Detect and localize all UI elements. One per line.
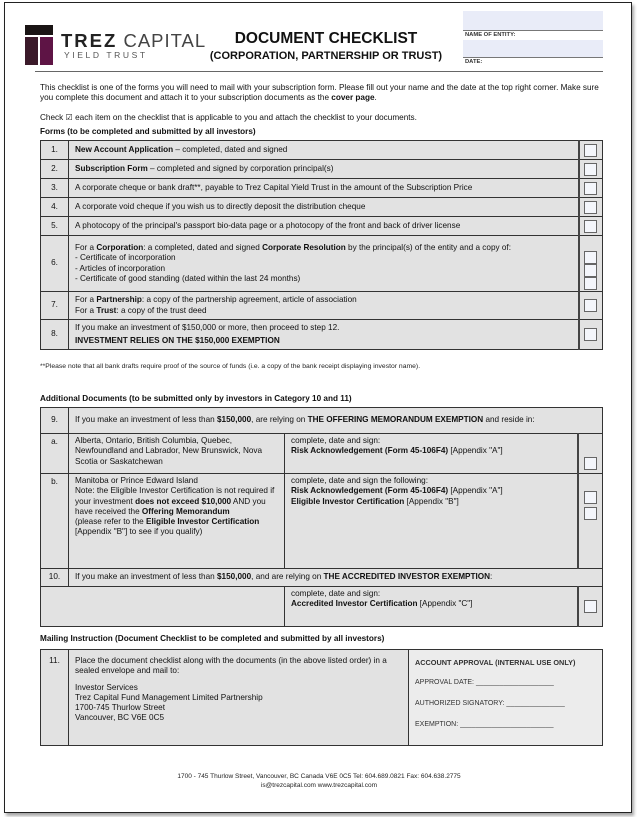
authorized-signatory-field[interactable]: AUTHORIZED SIGNATORY: _______________ [415,699,565,707]
footer-address: 1700 - 745 Thurlow Street, Vancouver, BC Canada V6E 0C5 Tel: 604.689.0821 Fax: 604.638.2775 [177,773,461,780]
checkbox-articles-incorporation[interactable] [584,264,597,277]
table-row: 3. A corporate cheque or bank draft**, payable to Trez Capital Yield Trust in the amount of the Subscription Price [41,179,603,198]
table-row: 5. A photocopy of the principal's passport bio-data page or a photocopy of the front and back of driver license [41,217,603,236]
checkbox-item-9b-eligible[interactable] [584,507,597,520]
brand-name: TREZ CAPITAL [61,30,207,51]
table-row: 1. New Account Application – completed, dated and signed [41,141,603,160]
bank-draft-note: **Please note that all bank drafts require proof of the source of funds (i.e. a copy of the bank receipt displaying investor name). [40,363,421,370]
table-row: 11. Place the document checklist along with the documents (in the above listed order) in a sealed envelope and mail to: Investor Services Trez Capital Fund Management Limited Partnership 1700-745 Thurlow Street Vancouver, BC V6E 0C5 ACCOUNT APPROVAL (INTERNAL USE ONLY) APPROVAL DATE: ____________________ AUTHORIZED SIGNATORY: _______________ EXEMPTION: ________________________ [41,650,603,746]
header-divider [35,71,603,72]
checkbox-item-4[interactable] [584,201,597,214]
forms-heading: Forms (to be completed and submitted by all investors) [40,127,256,136]
page-title: DOCUMENT CHECKLIST [234,30,418,47]
checkbox-item-3[interactable] [584,182,597,195]
checkbox-item-5[interactable] [584,220,597,233]
table-row: 8. If you make an investment of $150,000 or more, then proceed to step 12. INVESTMENT RELIES ON THE $150,000 EXEMPTION [41,320,603,350]
name-of-entity-field[interactable] [463,11,603,31]
checkbox-item-10[interactable] [584,600,597,613]
date-field[interactable] [463,40,603,58]
table-row: 7. For a Partnership: a copy of the partnership agreement, article of association For a Trust: a copy of the trust deed [41,292,603,320]
approval-date-field[interactable]: APPROVAL DATE: ____________________ [415,679,554,687]
additional-documents-table [40,407,603,627]
table-row: b. Manitoba or Prince Edward Island Note: the Eligible Investor Certification is not required if your investment does not exceed $10,000 AND you have received the Offering Memorandum (please refer to the Eligible Investor Certification [Appendix "B"] to see if you qualify) complete, date and sign the following: Risk Acknowledgement (Form 45-106F4) [Appendix "A"] Eligible Investor Certification [Appendix "B"] [41,474,603,569]
table-row: 4. A corporate void cheque if you wish us to directly deposit the distribution cheque [41,198,603,217]
exemption-field[interactable]: EXEMPTION: ________________________ [415,720,554,728]
table-row: complete, date and sign: Accredited Investor Certification [Appendix "C"] [41,587,603,627]
date-label: DATE: [465,59,483,65]
account-approval-box: ACCOUNT APPROVAL (INTERNAL USE ONLY) APPROVAL DATE: ____________________ AUTHORIZED SIGNATORY: _______________ EXEMPTION: ________________________ [409,650,603,746]
footer [5,772,633,790]
trez-logo-icon [25,25,53,65]
check-instruction: Check ☑ each item on the checklist that is applicable to you and attach the checklist to your documents. [40,113,417,122]
table-row: 10. If you make an investment of less than $150,000, and are relying on THE ACCREDITED INVESTOR EXEMPTION: [41,569,603,587]
table-row: a. Alberta, Ontario, British Columbia, Quebec, Newfoundland and Labrador, New Brunswick, Nova Scotia or Saskatchewan complete, date and sign: Risk Acknowledgement (Form 45-106F4) [Appendix "A"] [41,434,603,474]
page-subtitle: (CORPORATION, PARTNERSHIP OR TRUST) [209,50,443,62]
table-row: 9. If you make an investment of less than $150,000, are relying on THE OFFERING MEMORANDUM EXEMPTION and reside in: [41,408,603,434]
brand-subtitle: YIELD TRUST [64,50,148,60]
forms-table [40,140,603,350]
table-row: 2. Subscription Form – completed and signed by corporation principal(s) [41,160,603,179]
checkbox-certificate-incorporation[interactable] [584,251,597,264]
checkbox-item-8[interactable] [584,328,597,341]
footer-contact: is@trezcapital.com www.trezcapital.com [260,782,378,790]
checkbox-item-9b-risk[interactable] [584,491,597,504]
checkbox-item-1[interactable] [584,144,597,157]
mailing-table [40,649,603,746]
mailing-heading: Mailing Instruction (Document Checklist to be completed and submitted by all investors) [40,634,385,643]
additional-documents-heading: Additional Documents (to be submitted only by investors in Category 10 and 11) [40,394,352,403]
mailing-address: Investor Services Trez Capital Fund Management Limited Partnership 1700-745 Thurlow Street Vancouver, BC V6E 0C5 [75,682,263,723]
intro-text: This checklist is one of the forms you will need to mail with your subscription form. Please fill out your name and the date at the top right corner. Make sure you complete this document and attach it to your subscription documents as the cover page. [40,83,599,103]
checkbox-item-2[interactable] [584,163,597,176]
checkbox-item-7[interactable] [584,299,597,312]
name-of-entity-label: NAME OF ENTITY: [465,32,516,38]
checkbox-good-standing[interactable] [584,277,597,290]
checked-box-icon: ☑ [65,113,73,122]
table-row: 6. For a Corporation: a completed, dated and signed Corporate Resolution by the principal(s) of the entity and a copy of: - Certificate of incorporation - Articles of incorporation - Certificate of good standing (dated within the last 24 months) [41,236,603,292]
checkbox-item-9a[interactable] [584,457,597,470]
document-page [4,2,632,813]
